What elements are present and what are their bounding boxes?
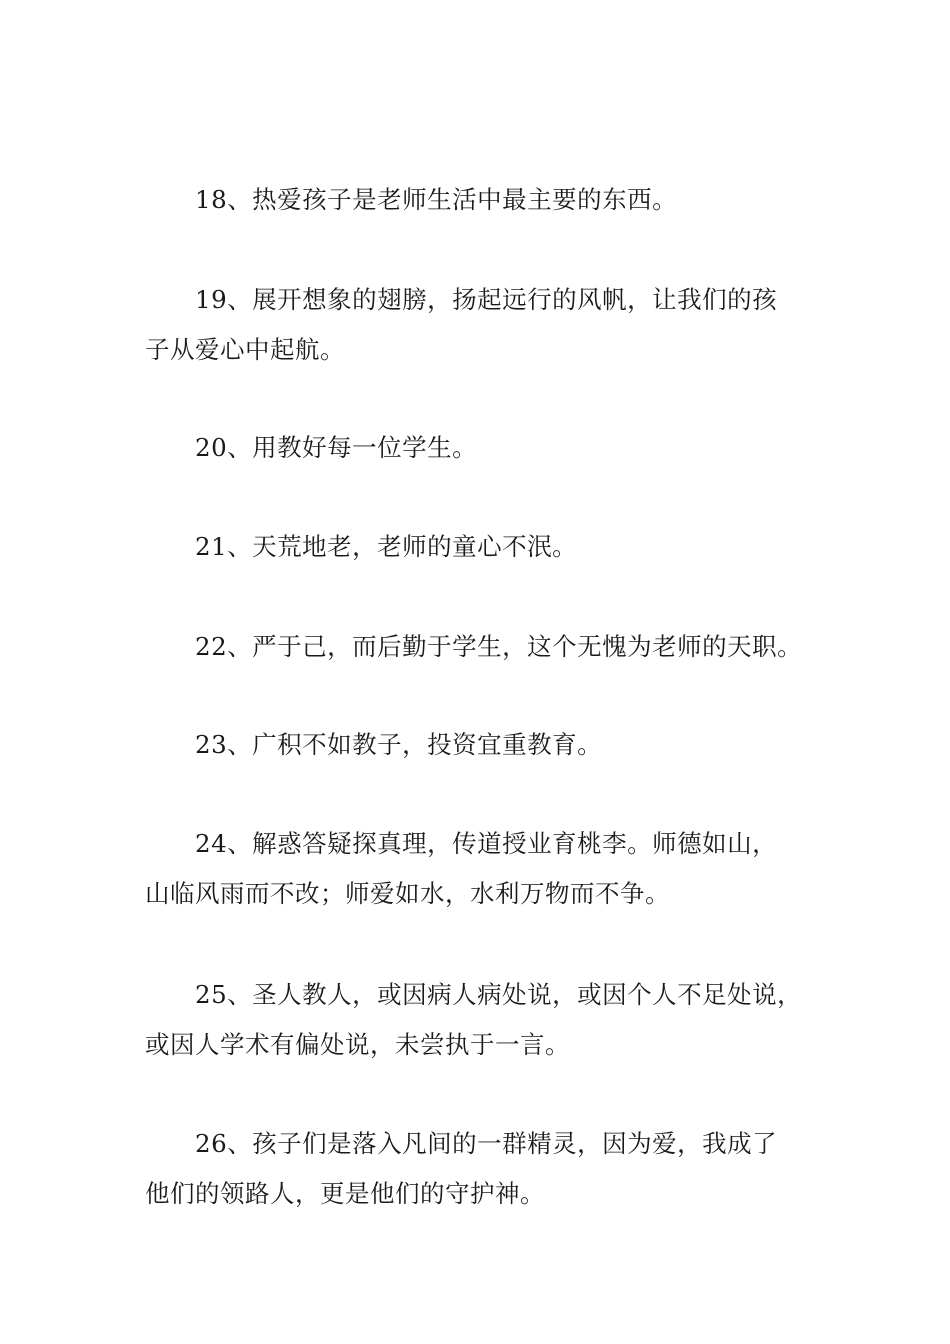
paragraph-line: 24、解惑答疑探真理，传道授业育桃李。师德如山， xyxy=(195,829,778,858)
paragraph-line: 26、孩子们是落入凡间的一群精灵，因为爱，我成了 xyxy=(195,1129,778,1158)
paragraph-21 xyxy=(145,522,835,572)
paragraph-line: 25、圣人教人，或因病人病处说，或因个人不足处说， xyxy=(195,980,803,1009)
paragraph-line: 20、用教好每一位学生。 xyxy=(195,433,478,462)
paragraph-line: 他们的领路人，更是他们的守护神。 xyxy=(145,1179,545,1208)
paragraph-23 xyxy=(145,720,835,770)
paragraph-line: 或因人学术有偏处说，未尝执于一言。 xyxy=(145,1030,570,1059)
paragraph-line: 19、展开想象的翅膀，扬起远行的风帆，让我们的孩 xyxy=(195,285,778,314)
paragraph-18 xyxy=(145,175,835,225)
paragraph-19 xyxy=(145,275,835,375)
paragraph-line: 18、热爱孩子是老师生活中最主要的东西。 xyxy=(195,185,678,214)
paragraph-22 xyxy=(145,622,835,672)
paragraph-25 xyxy=(145,970,835,1070)
paragraph-26 xyxy=(145,1119,835,1219)
paragraph-line: 山临风雨而不改；师爱如水，水利万物而不争。 xyxy=(145,879,670,908)
paragraph-line: 22、严于己，而后勤于学生，这个无愧为老师的天职。 xyxy=(195,632,803,661)
paragraph-line: 21、天荒地老，老师的童心不泯。 xyxy=(195,532,578,561)
paragraph-20 xyxy=(145,423,835,473)
paragraph-line: 子从爱心中起航。 xyxy=(145,335,345,364)
paragraph-line: 23、广积不如教子，投资宜重教育。 xyxy=(195,730,603,759)
paragraph-24 xyxy=(145,819,835,919)
